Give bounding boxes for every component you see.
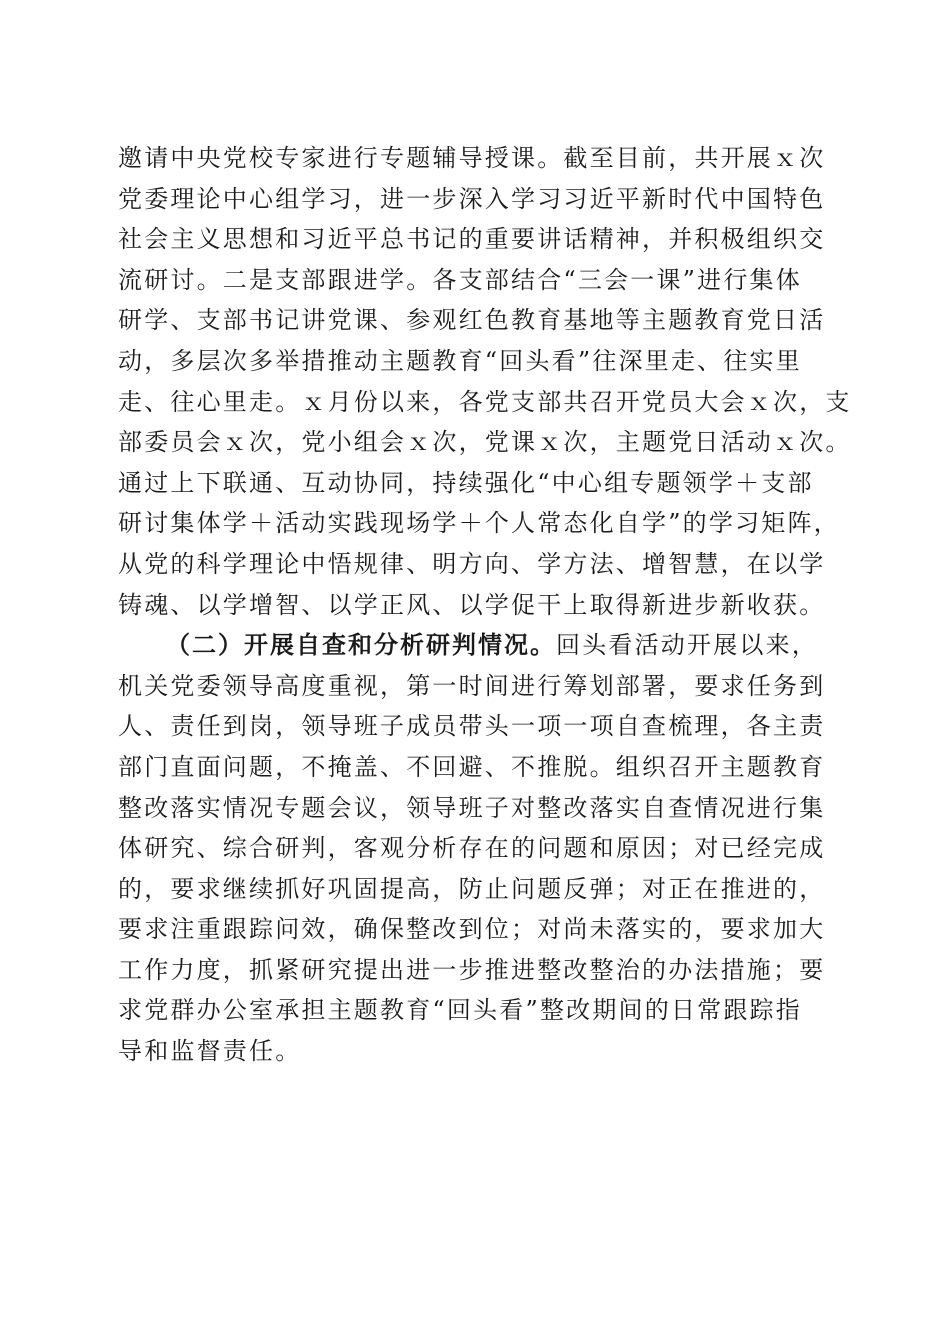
paragraph-1-line: 部委员会ｘ次，党小组会ｘ次，党课ｘ次，主题党日活动ｘ次。 xyxy=(118,428,852,457)
paragraph-2-line: 的，要求继续抓好巩固提高，防止问题反弹；对正在推进的， xyxy=(118,874,826,903)
document-body xyxy=(118,138,852,1072)
paragraph-1-line: 研讨集体学＋活动实践现场学＋个人常态化自学”的学习矩阵， xyxy=(118,509,840,538)
paragraph-2-line: 体研究、综合研判，客观分析存在的问题和原因；对已经完成 xyxy=(118,834,826,863)
paragraph-1-line: 铸魂、以学增智、以学正风、以学促干上取得新进步新收获。 xyxy=(118,590,826,619)
paragraph-2-line: 部门直面问题，不掩盖、不回避、不推脱。组织召开主题教育 xyxy=(118,752,826,781)
paragraph-2-line: 机关党委领导高度重视，第一时间进行筹划部署，要求任务到 xyxy=(118,671,826,700)
section-2-first-line xyxy=(118,625,838,666)
paragraph-1-line: 邀请中央党校专家进行专题辅导授课。截至目前，共开展ｘ次 xyxy=(118,144,826,172)
paragraph-2-line: 整改落实情况专题会议，领导班子对整改落实自查情况进行集 xyxy=(118,793,826,822)
paragraph-1-line: 从党的科学理论中悟规律、明方向、学方法、增智慧，在以学 xyxy=(118,549,826,578)
paragraph-1 xyxy=(118,138,852,625)
paragraph-2-line: 工作力度，抓紧研究提出进一步推进整改整治的办法措施；要 xyxy=(118,955,826,984)
paragraph-2-line: 求党群办公室承担主题教育“回头看”整改期间的日常跟踪指 xyxy=(118,996,802,1025)
paragraph-2-line: 人、责任到岗，领导班子成员带头一项一项自查梳理，各主责 xyxy=(118,712,826,741)
paragraph-1-line: 流研讨。二是支部跟进学。各支部结合“三会一课”进行集体 xyxy=(118,265,802,294)
section-2-heading: （二）开展自查和分析研判情况。 xyxy=(166,631,556,660)
paragraph-1-line: 通过上下联通、互动协同，持续强化“中心组专题领学＋支部 xyxy=(118,468,814,497)
paragraph-2-line: 导和监督责任。 xyxy=(118,1037,302,1066)
paragraph-1-line: 动，多层次多举措推动主题教育“回头看”往深里走、往实里 xyxy=(118,346,802,375)
paragraph-1-line: 走、往心里走。ｘ月份以来，各党支部共召开党员大会ｘ次，支 xyxy=(118,387,852,416)
paragraph-1-line: 研学、支部书记讲党课、参观红色教育基地等主题教育党日活 xyxy=(118,306,826,335)
section-2-paragraph xyxy=(118,625,838,1072)
paragraph-1-line: 党委理论中心组学习，进一步深入学习习近平新时代中国特色 xyxy=(118,184,826,213)
section-2-first-line-text: 回头看活动开展以来， xyxy=(556,631,818,660)
paragraph-1-line: 社会主义思想和习近平总书记的重要讲话精神，并积极组织交 xyxy=(118,225,826,254)
paragraph-2-line: 要求注重跟踪问效，确保整改到位；对尚未落实的，要求加大 xyxy=(118,915,826,944)
